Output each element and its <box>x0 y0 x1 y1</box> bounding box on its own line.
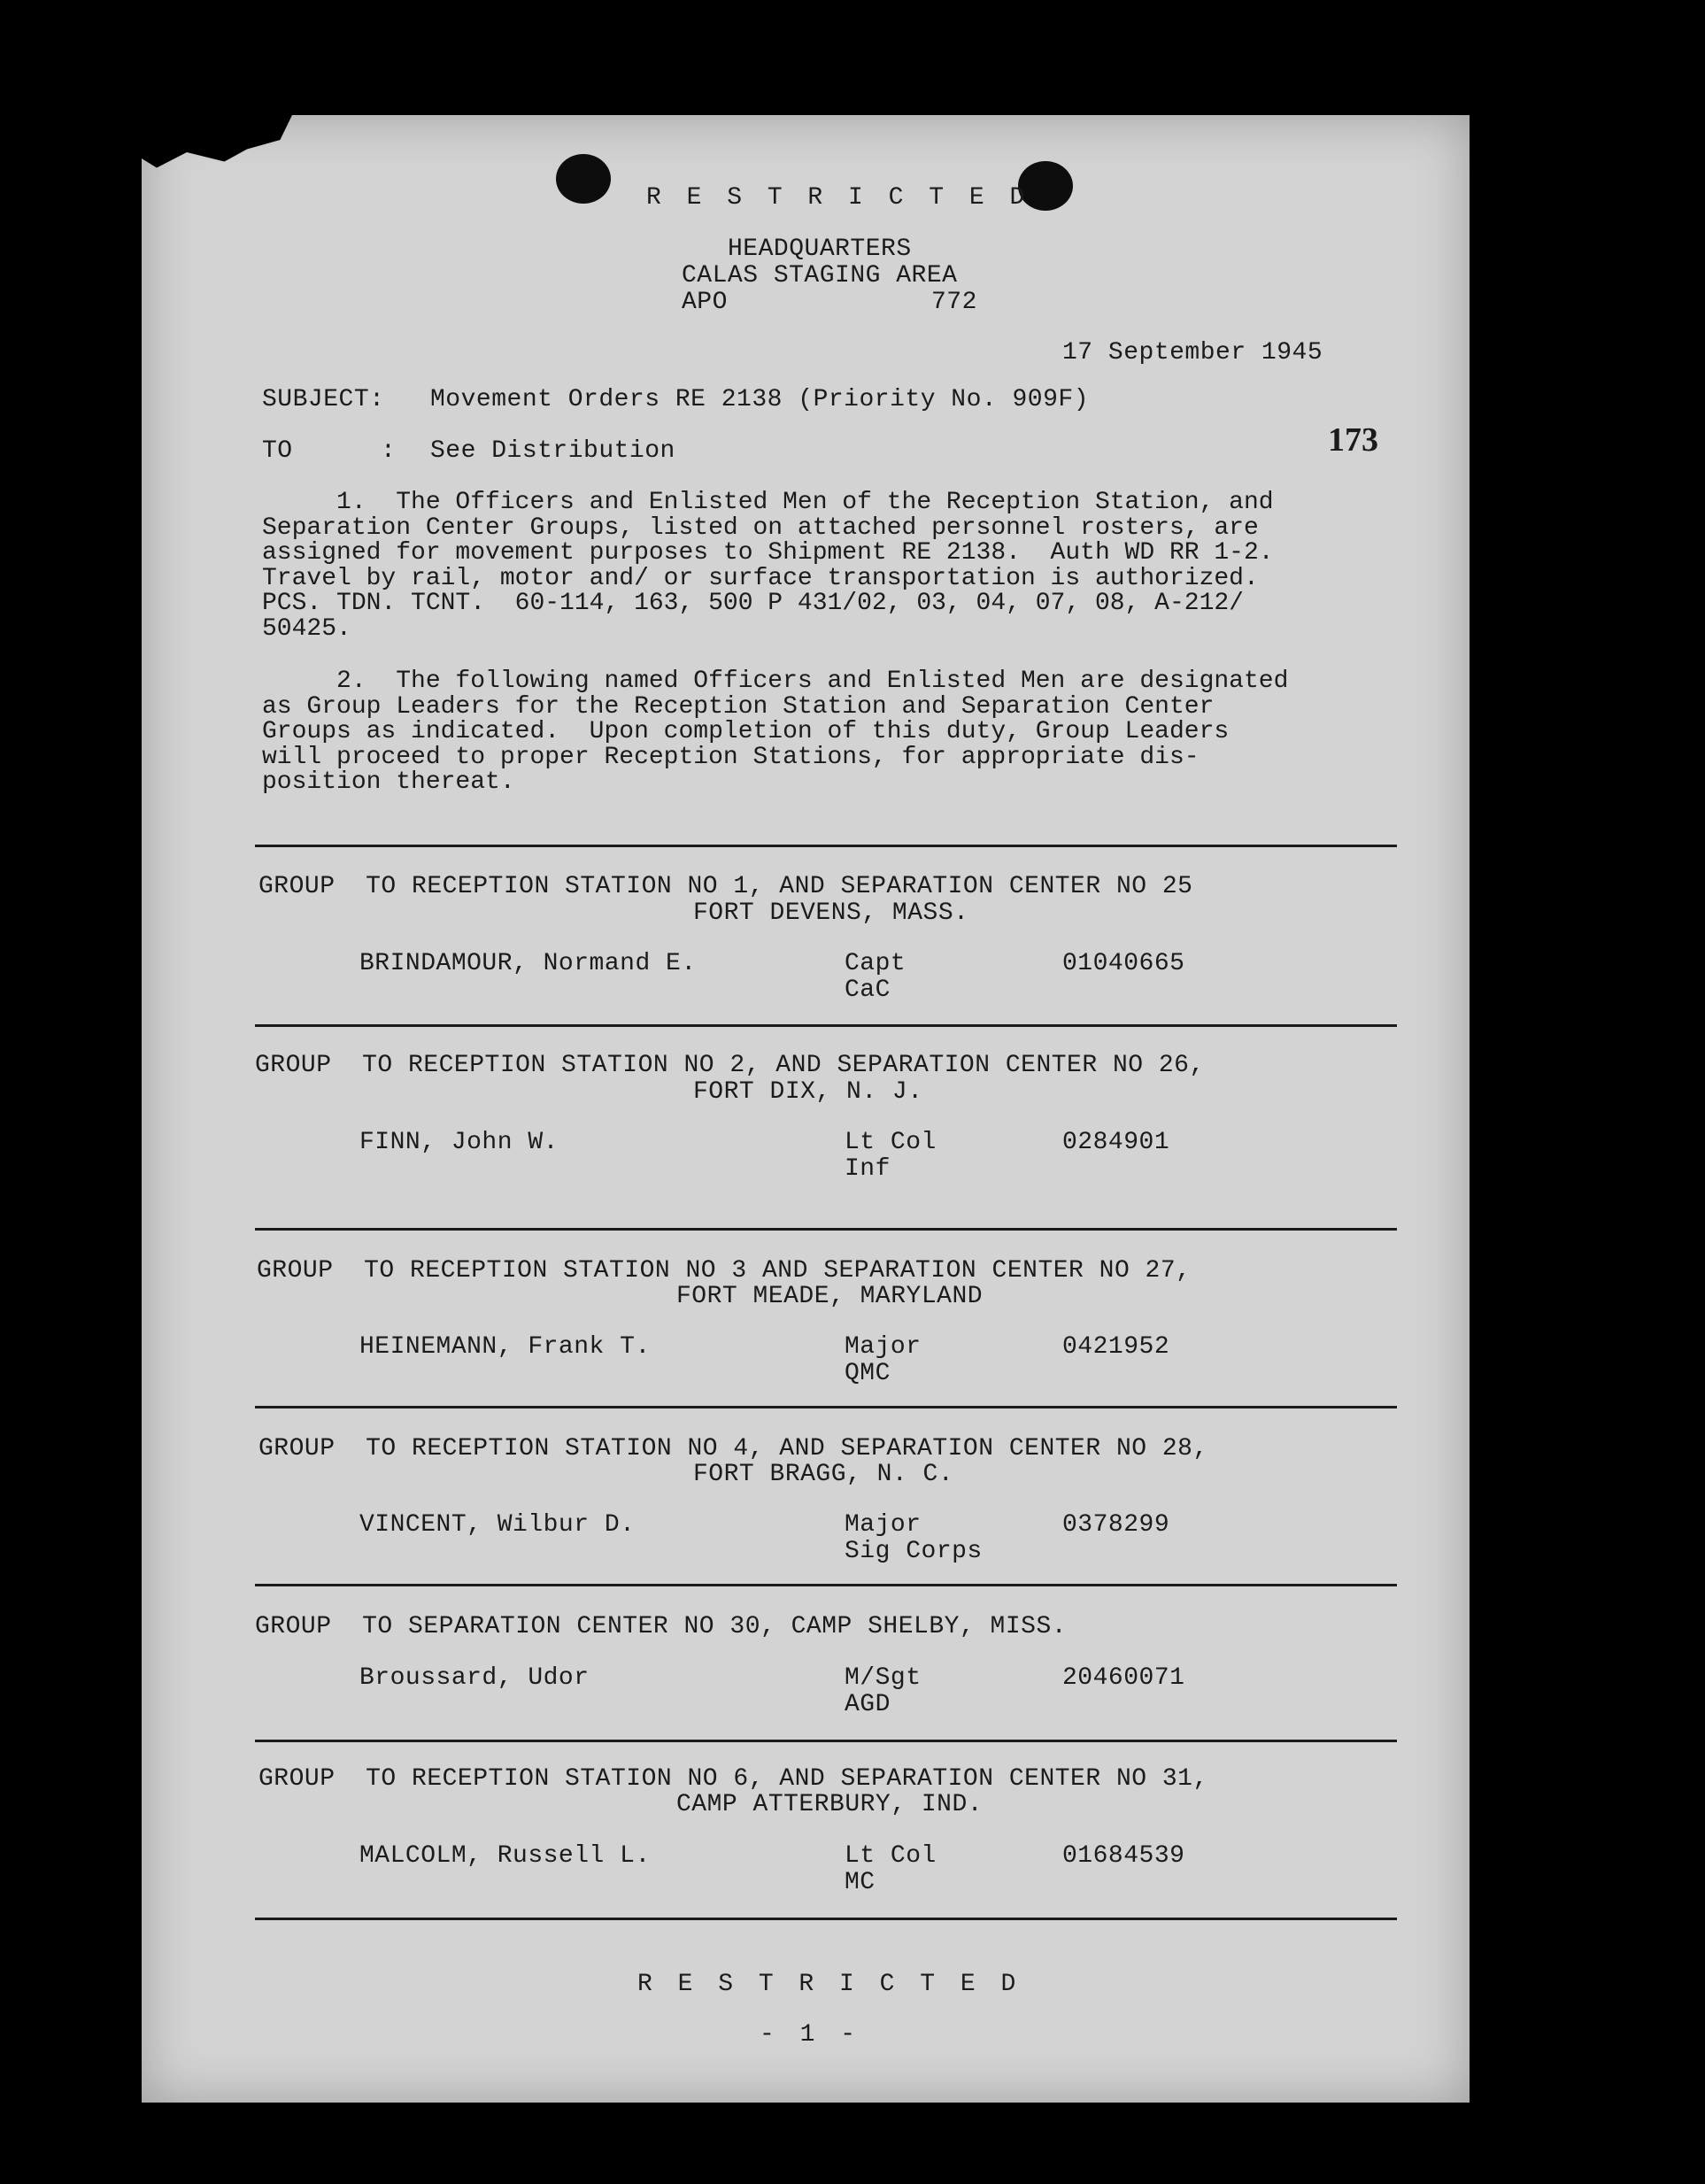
leader-rank: Major <box>845 1333 922 1361</box>
leader-name: Broussard, Udor <box>359 1664 590 1692</box>
divider <box>255 1918 1397 1920</box>
leader-serial: 0421952 <box>1062 1333 1170 1361</box>
group-location: FORT BRAGG, N. C. <box>693 1461 954 1488</box>
leader-branch: Inf <box>845 1155 891 1183</box>
group-title: GROUP TO RECEPTION STATION NO 6, AND SEPARATION CENTER NO 31, <box>258 1765 1208 1793</box>
leader-branch: Sig Corps <box>845 1538 983 1565</box>
torn-corner <box>142 115 292 177</box>
punch-hole-left <box>556 154 611 204</box>
group-title: GROUP TO RECEPTION STATION NO 1, AND SEPARATION CENTER NO 25 <box>258 873 1193 900</box>
page-stamp-number: 173 <box>1328 421 1378 459</box>
group-title: GROUP TO RECEPTION STATION NO 3 AND SEPARATION CENTER NO 27, <box>257 1257 1192 1285</box>
apo-label: APO <box>682 289 728 316</box>
restricted-footer: R E S T R I C T E D <box>637 1971 1022 1998</box>
divider <box>255 1740 1397 1742</box>
group-location: FORT MEADE, MARYLAND <box>676 1283 984 1310</box>
to-colon: : <box>381 437 397 465</box>
leader-branch: MC <box>845 1869 876 1896</box>
paragraph-2: 2. The following named Officers and Enlisted Men are designated as Group Leaders for the Reception Station and Separation Center Groups as indicated. Upon completion of this duty, Group Leaders will proceed to proper Reception Stations, for appropriate dis- position thereat. <box>262 668 1289 796</box>
subject-label: SUBJECT: <box>262 386 385 413</box>
leader-serial: 0378299 <box>1062 1511 1170 1539</box>
group-location: FORT DIX, N. J. <box>693 1078 923 1106</box>
leader-serial: 01040665 <box>1062 950 1185 977</box>
leader-branch: CaC <box>845 976 891 1004</box>
group-location: CAMP ATTERBURY, IND. <box>676 1791 984 1818</box>
leader-branch: AGD <box>845 1691 891 1718</box>
group-title: GROUP TO RECEPTION STATION NO 4, AND SEPARATION CENTER NO 28, <box>258 1435 1208 1462</box>
divider <box>255 1584 1397 1586</box>
leader-serial: 20460071 <box>1062 1664 1185 1692</box>
to-text: See Distribution <box>430 437 675 465</box>
leader-branch: QMC <box>845 1360 891 1387</box>
leader-name: FINN, John W. <box>359 1129 559 1156</box>
hq-line2: CALAS STAGING AREA <box>682 262 958 289</box>
leader-name: MALCOLM, Russell L. <box>359 1842 651 1870</box>
divider <box>255 1228 1397 1231</box>
leader-rank: Major <box>845 1511 922 1539</box>
subject-text: Movement Orders RE 2138 (Priority No. 909F) <box>430 386 1090 413</box>
leader-rank: Lt Col <box>845 1129 937 1156</box>
document-page <box>142 115 1470 2103</box>
leader-rank: Lt Col <box>845 1842 937 1870</box>
leader-serial: 01684539 <box>1062 1842 1185 1870</box>
group-title: GROUP TO RECEPTION STATION NO 2, AND SEPARATION CENTER NO 26, <box>255 1052 1205 1079</box>
leader-rank: Capt <box>845 950 907 977</box>
apo-number: 772 <box>931 289 977 316</box>
leader-name: BRINDAMOUR, Normand E. <box>359 950 697 977</box>
hq-line1: HEADQUARTERS <box>728 235 912 263</box>
divider <box>255 1406 1397 1408</box>
to-label: TO <box>262 437 293 465</box>
leader-rank: M/Sgt <box>845 1664 922 1692</box>
page-number: - 1 - <box>760 2021 861 2049</box>
group-title: GROUP TO SEPARATION CENTER NO 30, CAMP SHELBY, MISS. <box>255 1613 1068 1640</box>
divider <box>255 1024 1397 1027</box>
group-location: FORT DEVENS, MASS. <box>693 899 969 927</box>
leader-name: VINCENT, Wilbur D. <box>359 1511 636 1539</box>
paragraph-1: 1. The Officers and Enlisted Men of the Reception Station, and Separation Center Groups, listed on attached personnel rosters, are assigned for movement purposes to Shipment RE 2138. Auth WD RR 1-2. Travel by rail, motor and/ or surface transportation is authorized. PCS. TDN. TCNT. 60-114, 163, 500 P 431/02, 03, 04, 07, 08, A-212/ 50425. <box>262 489 1274 643</box>
document-date: 17 September 1945 <box>1062 339 1323 367</box>
leader-serial: 0284901 <box>1062 1129 1170 1156</box>
divider <box>255 845 1397 847</box>
leader-name: HEINEMANN, Frank T. <box>359 1333 651 1361</box>
restricted-header: R E S T R I C T E D <box>646 184 1030 212</box>
